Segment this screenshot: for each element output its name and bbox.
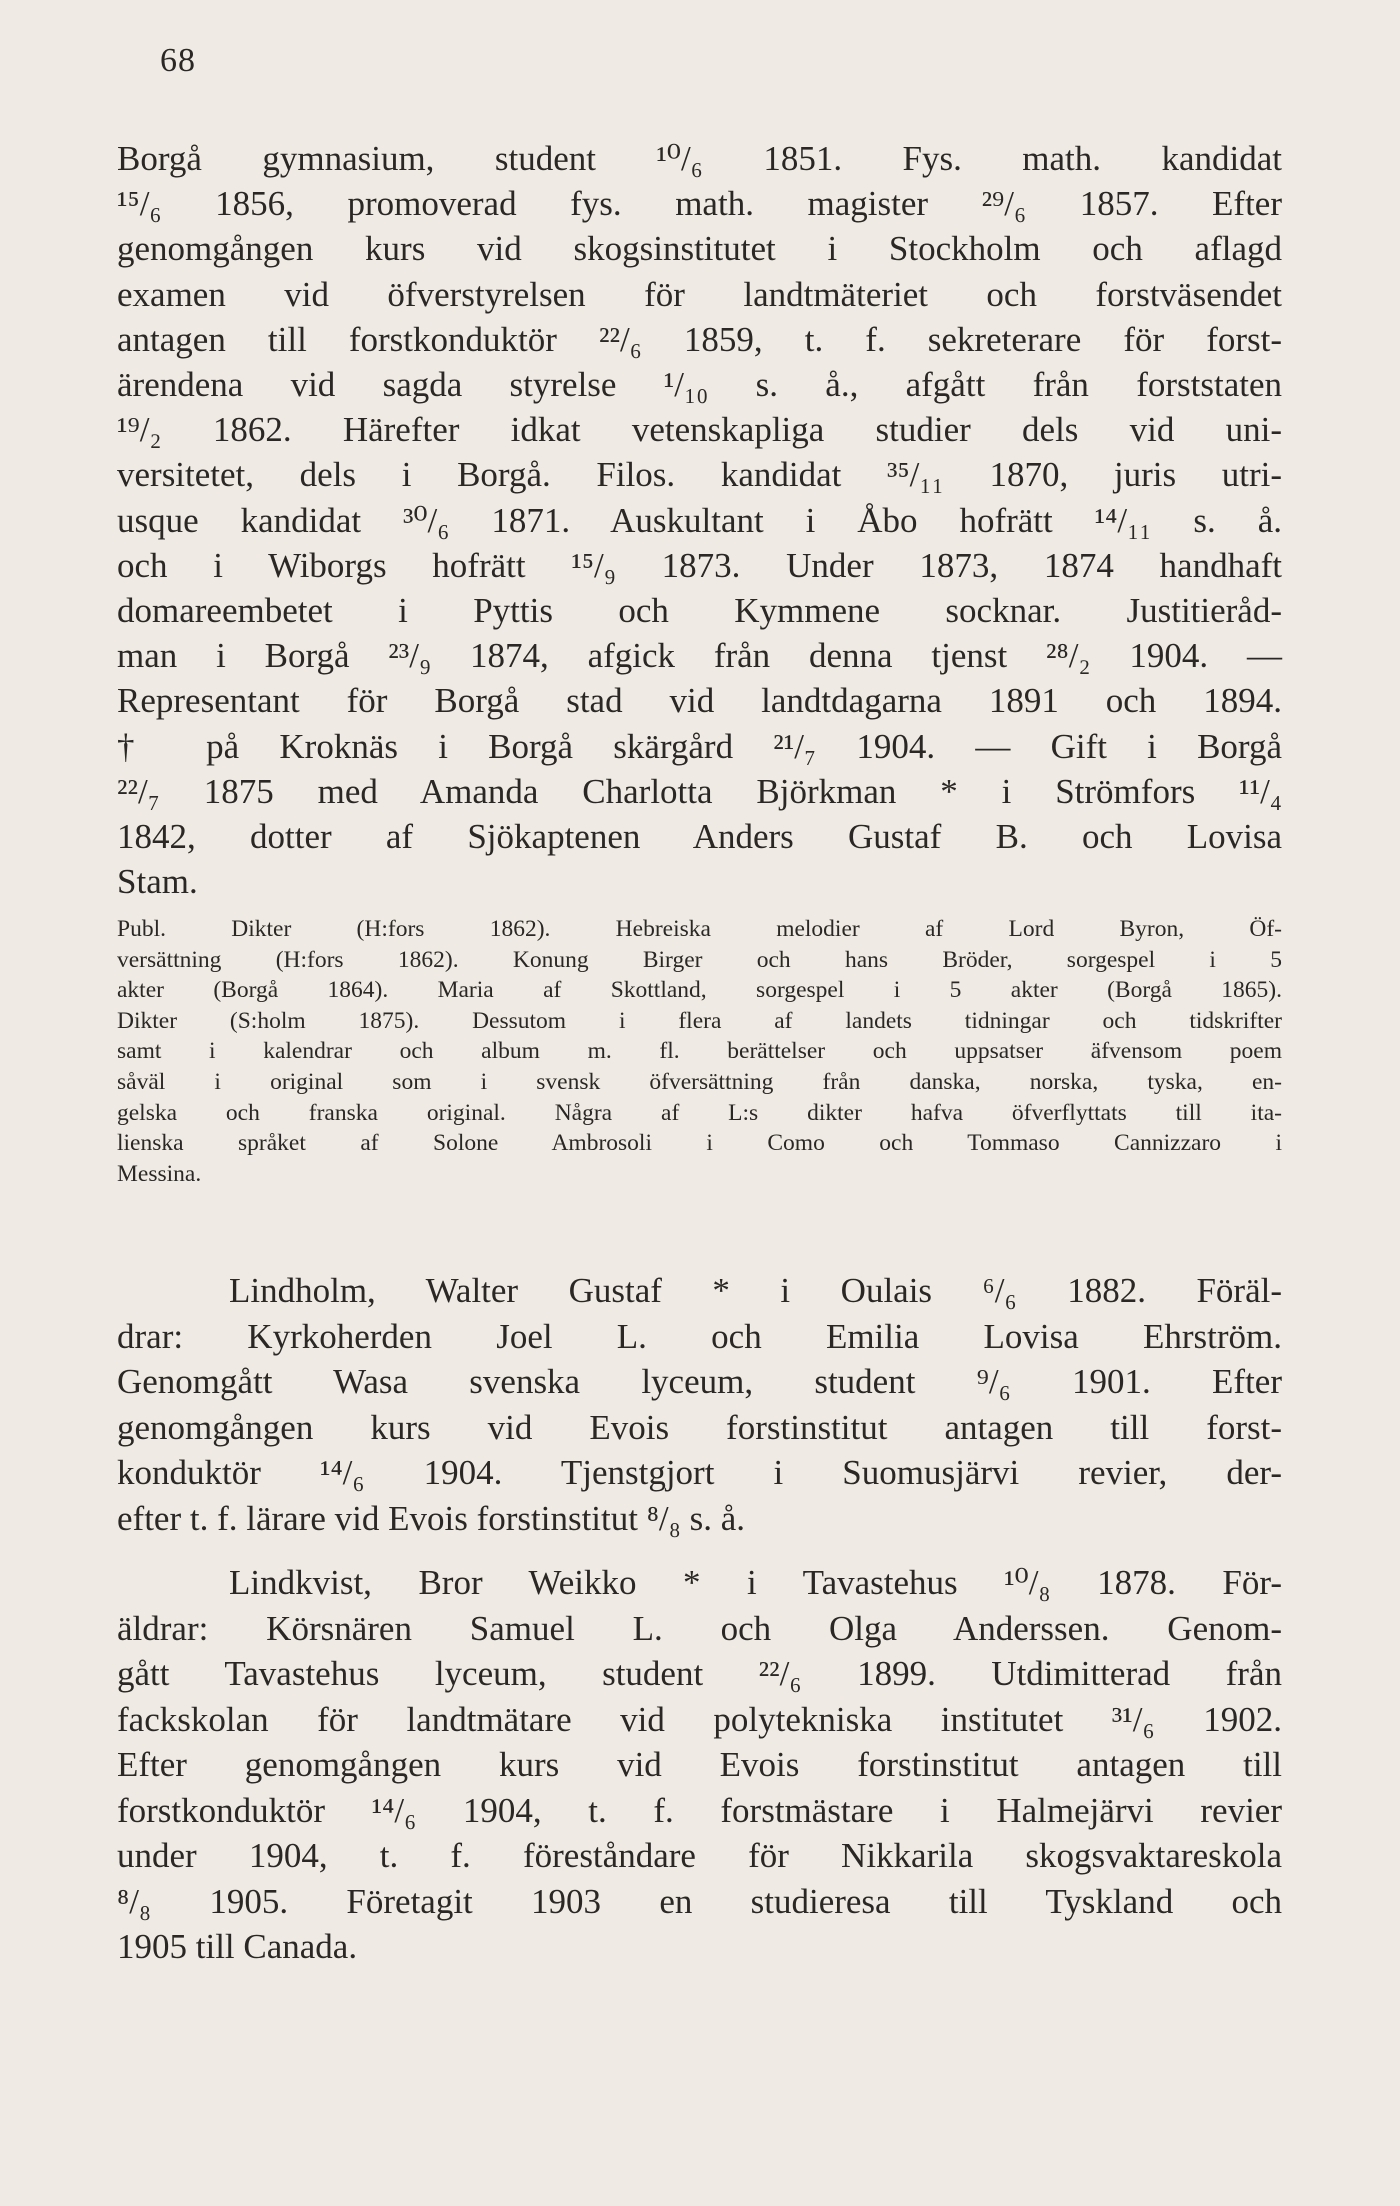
text-line: ¹⁹/₂ 1862. Härefter idkat vetenskapliga studier dels vid uni- xyxy=(117,410,1282,450)
publication-line: akter (Borgå 1864). Maria af Skottland, sorgespel i 5 akter (Borgå 1865). xyxy=(117,977,1282,1004)
publications-note xyxy=(117,914,1282,1189)
text-line: usque kandidat ³⁰/₆ 1871. Auskultant i Åbo hofrätt ¹⁴/₁₁ s. å. xyxy=(117,500,1282,540)
entry-lindkvist xyxy=(117,1560,1282,1970)
text-line: ärendena vid sagda styrelse ¹/₁₀ s. å., afgått från forststaten xyxy=(117,365,1282,405)
publication-line: lienska språket af Solone Ambrosoli i Como och Tommaso Cannizzaro i xyxy=(117,1130,1282,1157)
text-line: ¹⁵/₆ 1856, promoverad fys. math. magister ²⁹/₆ 1857. Efter xyxy=(117,184,1282,224)
publication-line: samt i kalendrar och album m. fl. berättelser och uppsatser äfvensom poem xyxy=(117,1038,1282,1065)
text-line: Borgå gymnasium, student ¹⁰/₆ 1851. Fys. math. kandidat xyxy=(117,139,1282,178)
text-line: antagen till forstkonduktör ²²/₆ 1859, t. f. sekreterare för forst- xyxy=(117,319,1282,359)
text-line: examen vid öfverstyrelsen för landtmäteriet och forstväsendet xyxy=(117,274,1282,314)
text-line: Stam. xyxy=(117,862,198,902)
entry-lindholm xyxy=(117,1268,1282,1541)
entry-heading-line: Lindholm, Walter Gustaf * i Oulais ⁶/₆ 1882. Föräl- xyxy=(229,1271,1282,1310)
publication-line: Messina. xyxy=(117,1160,202,1187)
text-line: domareembetet i Pyttis och Kymmene socknar. Justitieråd- xyxy=(117,591,1282,631)
text-line: ²²/₇ 1875 med Amanda Charlotta Björkman * i Strömfors ¹¹/₄ xyxy=(117,771,1282,811)
publication-line: Publ. Dikter (H:fors 1862). Hebreiska melodier af Lord Byron, Öf- xyxy=(117,916,1282,942)
entry-heading-line: Lindkvist, Bror Weikko * i Tavastehus ¹⁰/₈ 1878. För- xyxy=(229,1563,1282,1602)
text-line: äldrar: Körsnären Samuel L. och Olga Anderssen. Genom- xyxy=(117,1608,1282,1648)
text-line: under 1904, t. f. föreståndare för Nikkarila skogsvaktareskola xyxy=(117,1836,1282,1875)
text-line: gått Tavastehus lyceum, student ²²/₆ 1899. Utdimitterad från xyxy=(117,1654,1282,1693)
text-line: Representant för Borgå stad vid landtdagarna 1891 och 1894. xyxy=(117,681,1282,721)
text-line: man i Borgå ²³/₉ 1874, afgick från denna tjenst ²⁸/₂ 1904. — xyxy=(117,636,1282,676)
text-line: Efter genomgången kurs vid Evois forstinstitut antagen till xyxy=(117,1745,1282,1784)
publication-line: versättning (H:fors 1862). Konung Birger och hans Bröder, sorgespel i 5 xyxy=(117,946,1282,973)
text-line: och i Wiborgs hofrätt ¹⁵/₉ 1873. Under 1873, 1874 handhaft xyxy=(117,545,1282,585)
text-line: forstkonduktör ¹⁴/₆ 1904, t. f. forstmästare i Halmejärvi revier xyxy=(117,1790,1282,1830)
text-line: genomgången kurs vid Evois forstinstitut antagen till forst- xyxy=(117,1407,1282,1447)
text-line: drar: Kyrkoherden Joel L. och Emilia Lovisa Ehrström. xyxy=(117,1316,1282,1356)
page-number: 68 xyxy=(160,42,196,79)
text-line: konduktör ¹⁴/₆ 1904. Tjenstgjort i Suomusjärvi revier, der- xyxy=(117,1453,1282,1492)
text-line: efter t. f. lärare vid Evois forstinstitut ⁸/₈ s. å. xyxy=(117,1498,746,1538)
publication-line: gelska och franska original. Några af L:s dikter hafva öfverflyttats till ita- xyxy=(117,1099,1282,1126)
text-line: † på Kroknäs i Borgå skärgård ²¹/₇ 1904. — Gift i Borgå xyxy=(117,726,1282,766)
publication-line: Dikter (S:holm 1875). Dessutom i flera af landets tidningar och tidskrifter xyxy=(117,1007,1282,1034)
text-line: 1842, dotter af Sjökaptenen Anders Gustaf B. och Lovisa xyxy=(117,817,1282,857)
text-line: ⁸/₈ 1905. Företagit 1903 en studieresa till Tyskland och xyxy=(117,1881,1282,1921)
text-line: fackskolan för landtmätare vid polytekniska institutet ³¹/₆ 1902. xyxy=(117,1699,1282,1739)
text-line: versitetet, dels i Borgå. Filos. kandidat ³⁵/₁₁ 1870, juris utri- xyxy=(117,455,1282,495)
publication-line: såväl i original som i svensk öfversättning från danska, norska, tyska, en- xyxy=(117,1068,1282,1095)
text-line: 1905 till Canada. xyxy=(117,1927,358,1966)
text-line: Genomgått Wasa svenska lyceum, student ⁹/₆ 1901. Efter xyxy=(117,1362,1282,1401)
biography-continuation xyxy=(117,136,1282,904)
text-line: genomgången kurs vid skogsinstitutet i Stockholm och aflagd xyxy=(117,229,1282,269)
